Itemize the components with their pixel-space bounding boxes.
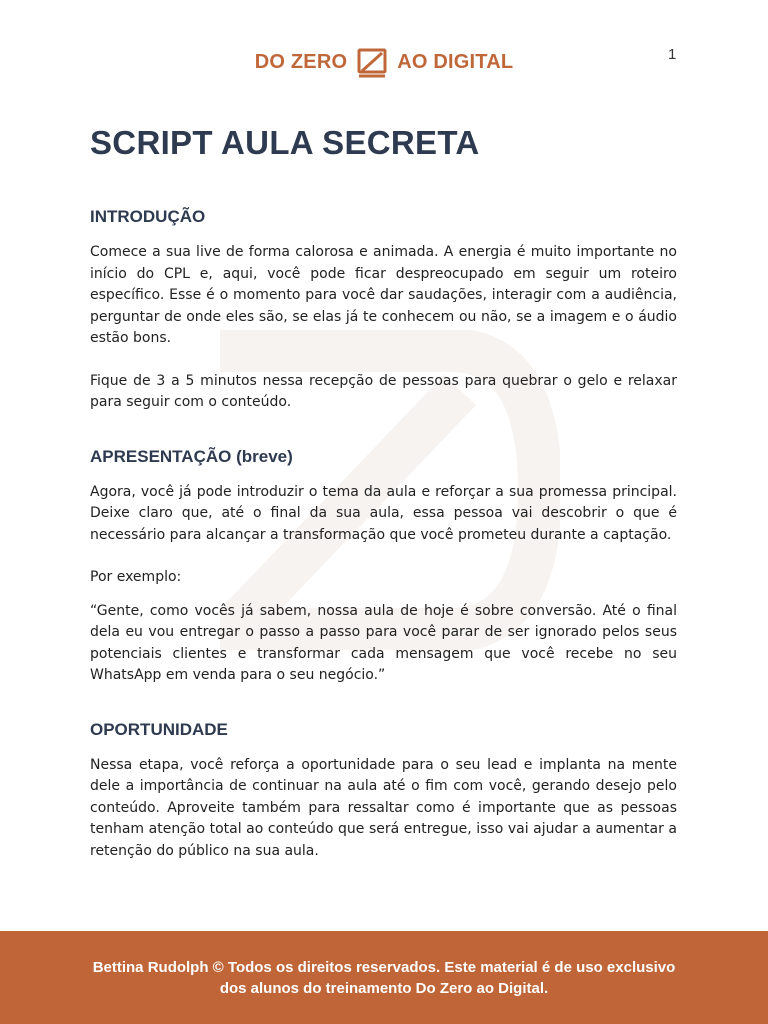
paragraph: Agora, você já pode introduzir o tema da aula e reforçar a sua promessa principal. Deixe claro que, até o final da sua aula, essa pessoa vai descobrir o que é necessário para alcançar a transformação que você prometeu durante a captação. xyxy=(90,483,677,543)
section-heading-introducao: INTRODUÇÃO xyxy=(90,207,206,226)
document-body xyxy=(90,120,677,862)
logo-text-left: DO ZERO xyxy=(254,50,348,73)
page-title: SCRIPT AULA SECRETA xyxy=(90,124,480,161)
footer-bar xyxy=(0,931,768,1024)
page-number: 1 xyxy=(668,46,677,63)
section-heading-oportunidade: OPORTUNIDADE xyxy=(90,719,228,739)
paragraph: Por exemplo: xyxy=(90,569,182,585)
copyright-notice: Bettina Rudolph © Todos os direitos reservados. Este material é de uso exclusivo dos alunos do treinamento Do Zero ao Digital. xyxy=(92,958,676,997)
quote-paragraph: “Gente, como vocês já sabem, nossa aula de hoje é sobre conversão. Até o final dela eu vou entregar o passo a passo para você parar de ser ignorado pelos seus potenciais clientes e transformar cada mensagem que você recebe no seu WhatsApp em venda para o seu negócio.” xyxy=(90,602,677,683)
paragraph: Fique de 3 a 5 minutos nessa recepção de pessoas para quebrar o gelo e relaxar para seguir com o conteúdo. xyxy=(90,372,677,410)
document-header xyxy=(0,44,768,80)
logo-text-right: AO DIGITAL xyxy=(397,50,514,73)
paragraph: Nessa etapa, você reforça a oportunidade para o seu lead e implanta na mente dele a importância de continuar na aula até o fim com você, gerando desejo pelo conteúdo. Aproveite também para ressaltar como é importante que as pessoas tenham atenção total ao conteúdo que será entregue, isso vai ajudar a aumentar a retenção do público na sua aula. xyxy=(90,756,677,859)
logo-mark-icon xyxy=(355,45,389,79)
section-heading-apresentacao: APRESENTAÇÃO (breve) xyxy=(90,446,293,466)
paragraph: Comece a sua live de forma calorosa e animada. A energia é muito importante no início do CPL e, aqui, você pode ficar despreocupado em seguir um roteiro específico. Esse é o momento para você dar saudações, interagir com a audiência, perguntar de onde eles são, se elas já te conhecem ou não, se a imagem e o áudio estão bons. xyxy=(90,244,677,346)
